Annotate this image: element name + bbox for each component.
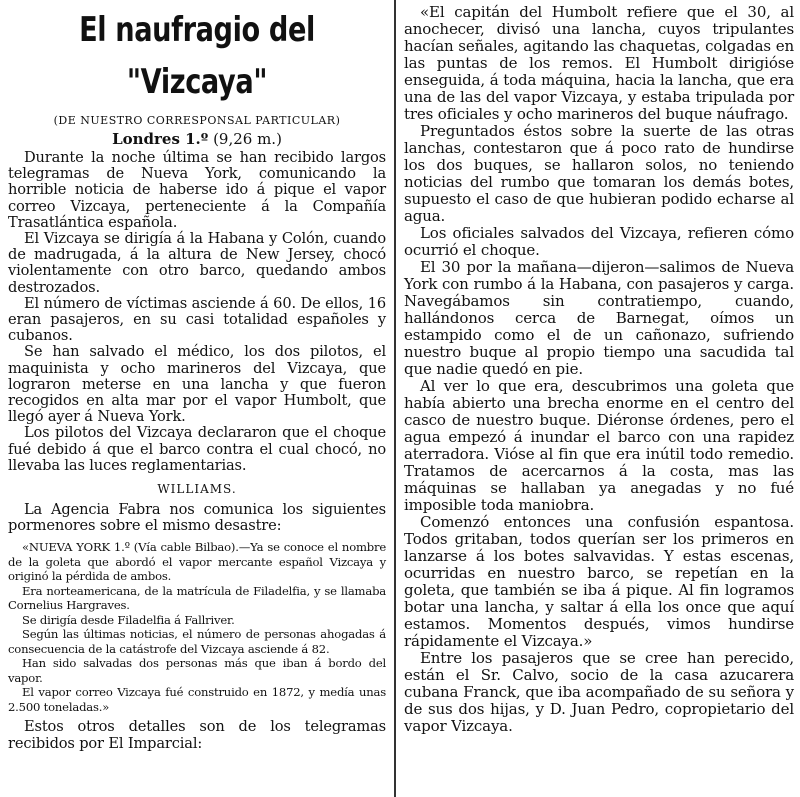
paragraph: Comenzó entonces una confusión espantosa. Todos gritaban, todos querían ser los primeros en lanzarse á los botes salvavidas. Y estas escenas, ocurridas en nuestro barco, se repetían en la goleta, que también se iba á pique. Al fin logramos botar una lancha, y saltar á ella los once que aquí estamos. Momentos después, vimos hundirse rápidamente el Vizcaya.»: [404, 513, 794, 650]
paragraph: Entre los pasajeros que se cree han perecido, están el Sr. Calvo, socio de la casa azucarera cubana Franck, que iba acompañado de su señora y de sus dos hijas, y D. Juan Pedro, copropietario del vapor Vizcaya.: [404, 649, 794, 735]
left-column: [8, 4, 386, 752]
paragraph: Al ver lo que era, descubrimos una goleta que había abierto una brecha enorme en el centro del casco de nuestro buque. Diéronse órdenes, pero el agua empezó á inundar el barco con una rapidez aterradora. Vióse al fin que era inútil todo remedio. Tratamos de acercarnos á la costa, mas las máquinas se hallaban ya anegadas y no fué imposible toda maniobra.: [404, 377, 794, 514]
dateline: [8, 130, 386, 148]
closing-paragraph: Estos otros detalles son de los telegramas recibidos por El Imparcial:: [8, 718, 386, 752]
dateline-place: Londres 1.º: [112, 130, 209, 148]
telegram-paragraph: Han sido salvadas dos personas más que iban á bordo del vapor.: [8, 656, 386, 685]
column-divider: [394, 0, 396, 797]
telegram-paragraph: Se dirigía desde Filadelfia á Fallriver.: [22, 612, 235, 627]
paragraph: Los oficiales salvados del Vizcaya, refieren cómo ocurrió el choque.: [404, 224, 794, 259]
headline: El naufragio del "Vizcaya": [79, 10, 315, 102]
paragraph: El 30 por la mañana—dijeron—salimos de Nueva York con rumbo á la Habana, con pasajeros y carga. Navegábamos sin contratiempo, cuando, hallándonos cerca de Barnegat, oímos un estampido como el de un cañonazo, sufriendo nuestro buque al propio tiempo una sacudida tal que nadie quedó en pie.: [404, 258, 794, 378]
paragraph: «El capitán del Humbolt refiere que el 30, al anochecer, divisó una lancha, cuyos tripulantes hacían señales, agitando las chaquetas, colgadas en las puntas de los remos. El Humbolt dirigióse enseguida, á toda máquina, hacia la lancha, que era una de las del vapor Vizcaya, y estaba tripulada por tres oficiales y ocho marineros del buque náufrago.: [404, 3, 794, 123]
correspondent-signature: WILLIAMS.: [157, 482, 237, 497]
telegram-paragraph: El vapor correo Vizcaya fué construido en 1872, y medía unas 2.500 toneladas.»: [8, 685, 386, 714]
dateline-time: (9,26 m.): [213, 130, 282, 148]
paragraph: Durante la noche última se han recibido largos telegramas de Nueva York, comunicando la horrible noticia de haberse ido á pique el vapor correo Vizcaya, perteneciente á la Compañía Trasatlántica española.: [8, 149, 386, 231]
paragraph: Se han salvado el médico, los dos pilotos, el maquinista y ocho marineros del Vizcaya, que lograron meterse en una lancha y que fueron recogidos en alta mar por el vapor Humbolt, que llegó ayer á Nueva York.: [8, 343, 386, 426]
paragraph: El número de víctimas asciende á 60. De ellos, 16 eran pasajeros, en su casi totalidad españoles y cubanos.: [8, 294, 386, 345]
paragraph: Preguntados éstos sobre la suerte de las otras lanchas, contestaron que á poco rato de hundirse los dos buques, se hallaron solos, no teniendo noticias del rumbo que tomaran los demás botes, supuesto el caso de que hubieran podido echarse al agua.: [404, 122, 794, 225]
right-column: [404, 4, 794, 735]
telegram-paragraph: Era norteamericana, de la matrícula de Filadelfia, y se llamaba Cornelius Hargraves.: [8, 583, 386, 613]
paragraph: Los pilotos del Vizcaya declararon que el choque fué debido á que el barco contra el cual chocó, no llevaba las luces reglamentarias.: [8, 424, 386, 474]
paragraph: El Vizcaya se dirigía á la Habana y Colón, cuando de madrugada, á la altura de New Jersey, chocó violentamente con otro barco, quedando ambos destrozados.: [8, 230, 386, 296]
telegram-paragraph: «NUEVA YORK 1.º (Vía cable Bilbao).—Ya se conoce el nombre de la goleta que abordó el vapor mercante español Vizcaya y originó la pérdida de ambos.: [8, 540, 386, 584]
telegram-paragraph: Según las últimas noticias, el número de personas ahogadas á consecuencia de la catástrofe del Vizcaya asciende á 82.: [8, 627, 386, 656]
byline: (DE NUESTRO CORRESPONSAL PARTICULAR): [53, 114, 341, 127]
agency-paragraph: La Agencia Fabra nos comunica los siguientes pormenores sobre el mismo desastre:: [8, 501, 386, 535]
